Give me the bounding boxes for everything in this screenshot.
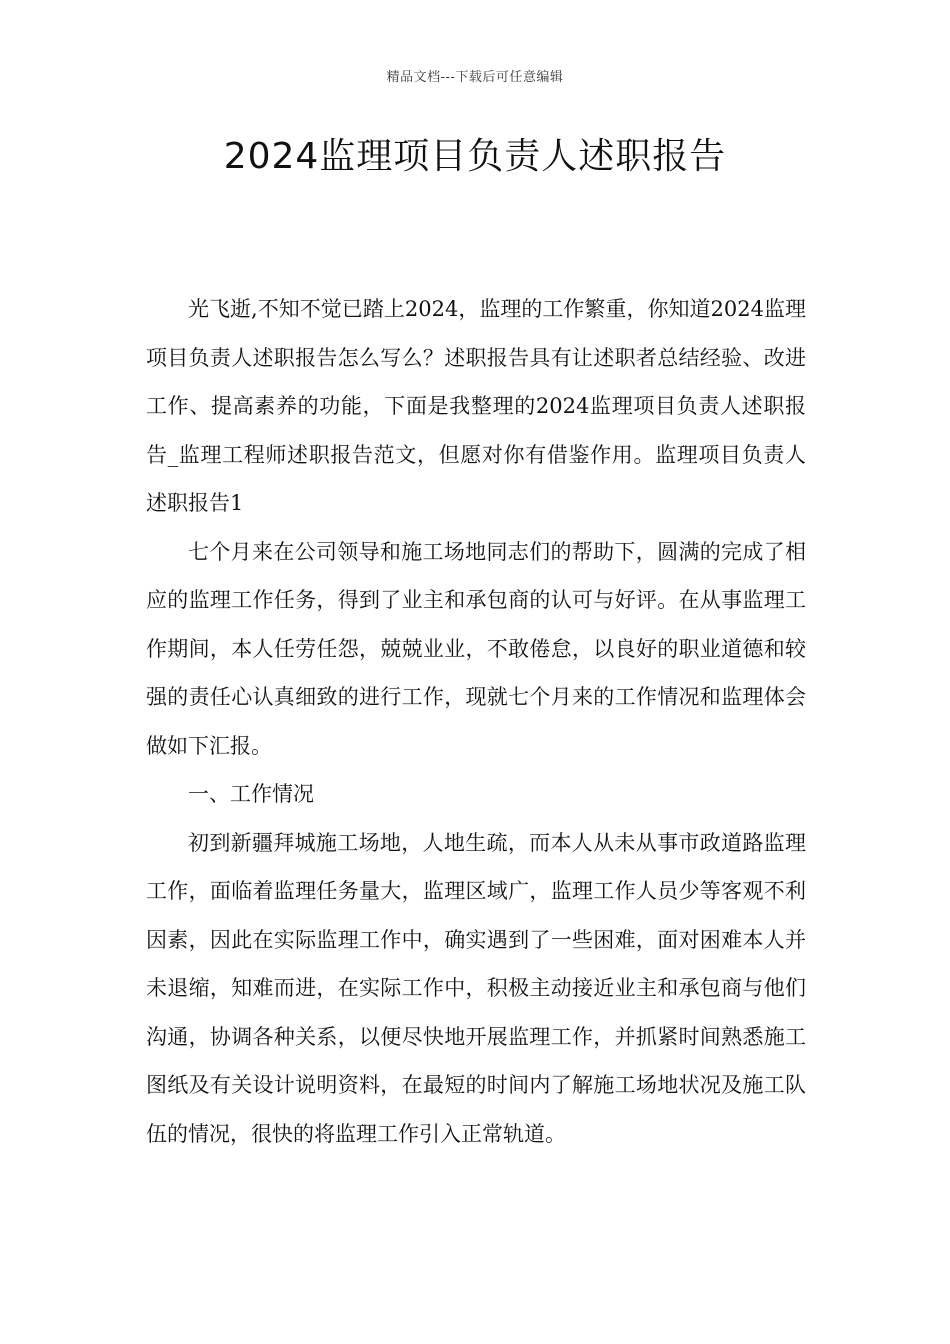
paragraph-intro: 光飞逝,不知不觉已踏上2024，监理的工作繁重，你知道2024监理项目负责人述职报告怎么写么？述职报告具有让述职者总结经验、改进工作、提高素养的功能，下面是我整理的2024监理项目负责人述职报告_监理工程师述职报告范文，但愿对你有借鉴作用。监理项目负责人述职报告1 bbox=[146, 297, 806, 515]
header-note: 精品文档---下载后可任意编辑 bbox=[386, 70, 564, 85]
paragraph-work-situation: 初到新疆拜城施工场地，人地生疏，而本人从未从事市政道路监理工作，面临着监理任务量大，监理区域广，监理工作人员少等客观不利因素，因此在实际监理工作中，确实遇到了一些困难，面对困难本人并未退缩，知难而进，在实际工作中，积极主动接近业主和承包商与他们沟通，协调各种关系，以便尽快地开展监理工作，并抓紧时间熟悉施工图纸及有关设计说明资料，在最短的时间内了解施工场地状况及施工队伍的情况，很快的将监理工作引入正常轨道。 bbox=[146, 830, 806, 1146]
section-heading: 一、工作情况 bbox=[188, 782, 314, 806]
document-title: 2024监理项目负责人述职报告 bbox=[223, 136, 727, 177]
paragraph-summary: 七个月来在公司领导和施工场地同志们的帮助下，圆满的完成了相应的监理工作任务，得到了业主和承包商的认可与好评。在从事监理工作期间，本人任劳任怨，兢兢业业，不敢倦怠，以良好的职业道德和较强的责任心认真细致的进行工作，现就七个月来的工作情况和监理体会做如下汇报。 bbox=[146, 539, 806, 758]
document-body bbox=[146, 285, 806, 1158]
